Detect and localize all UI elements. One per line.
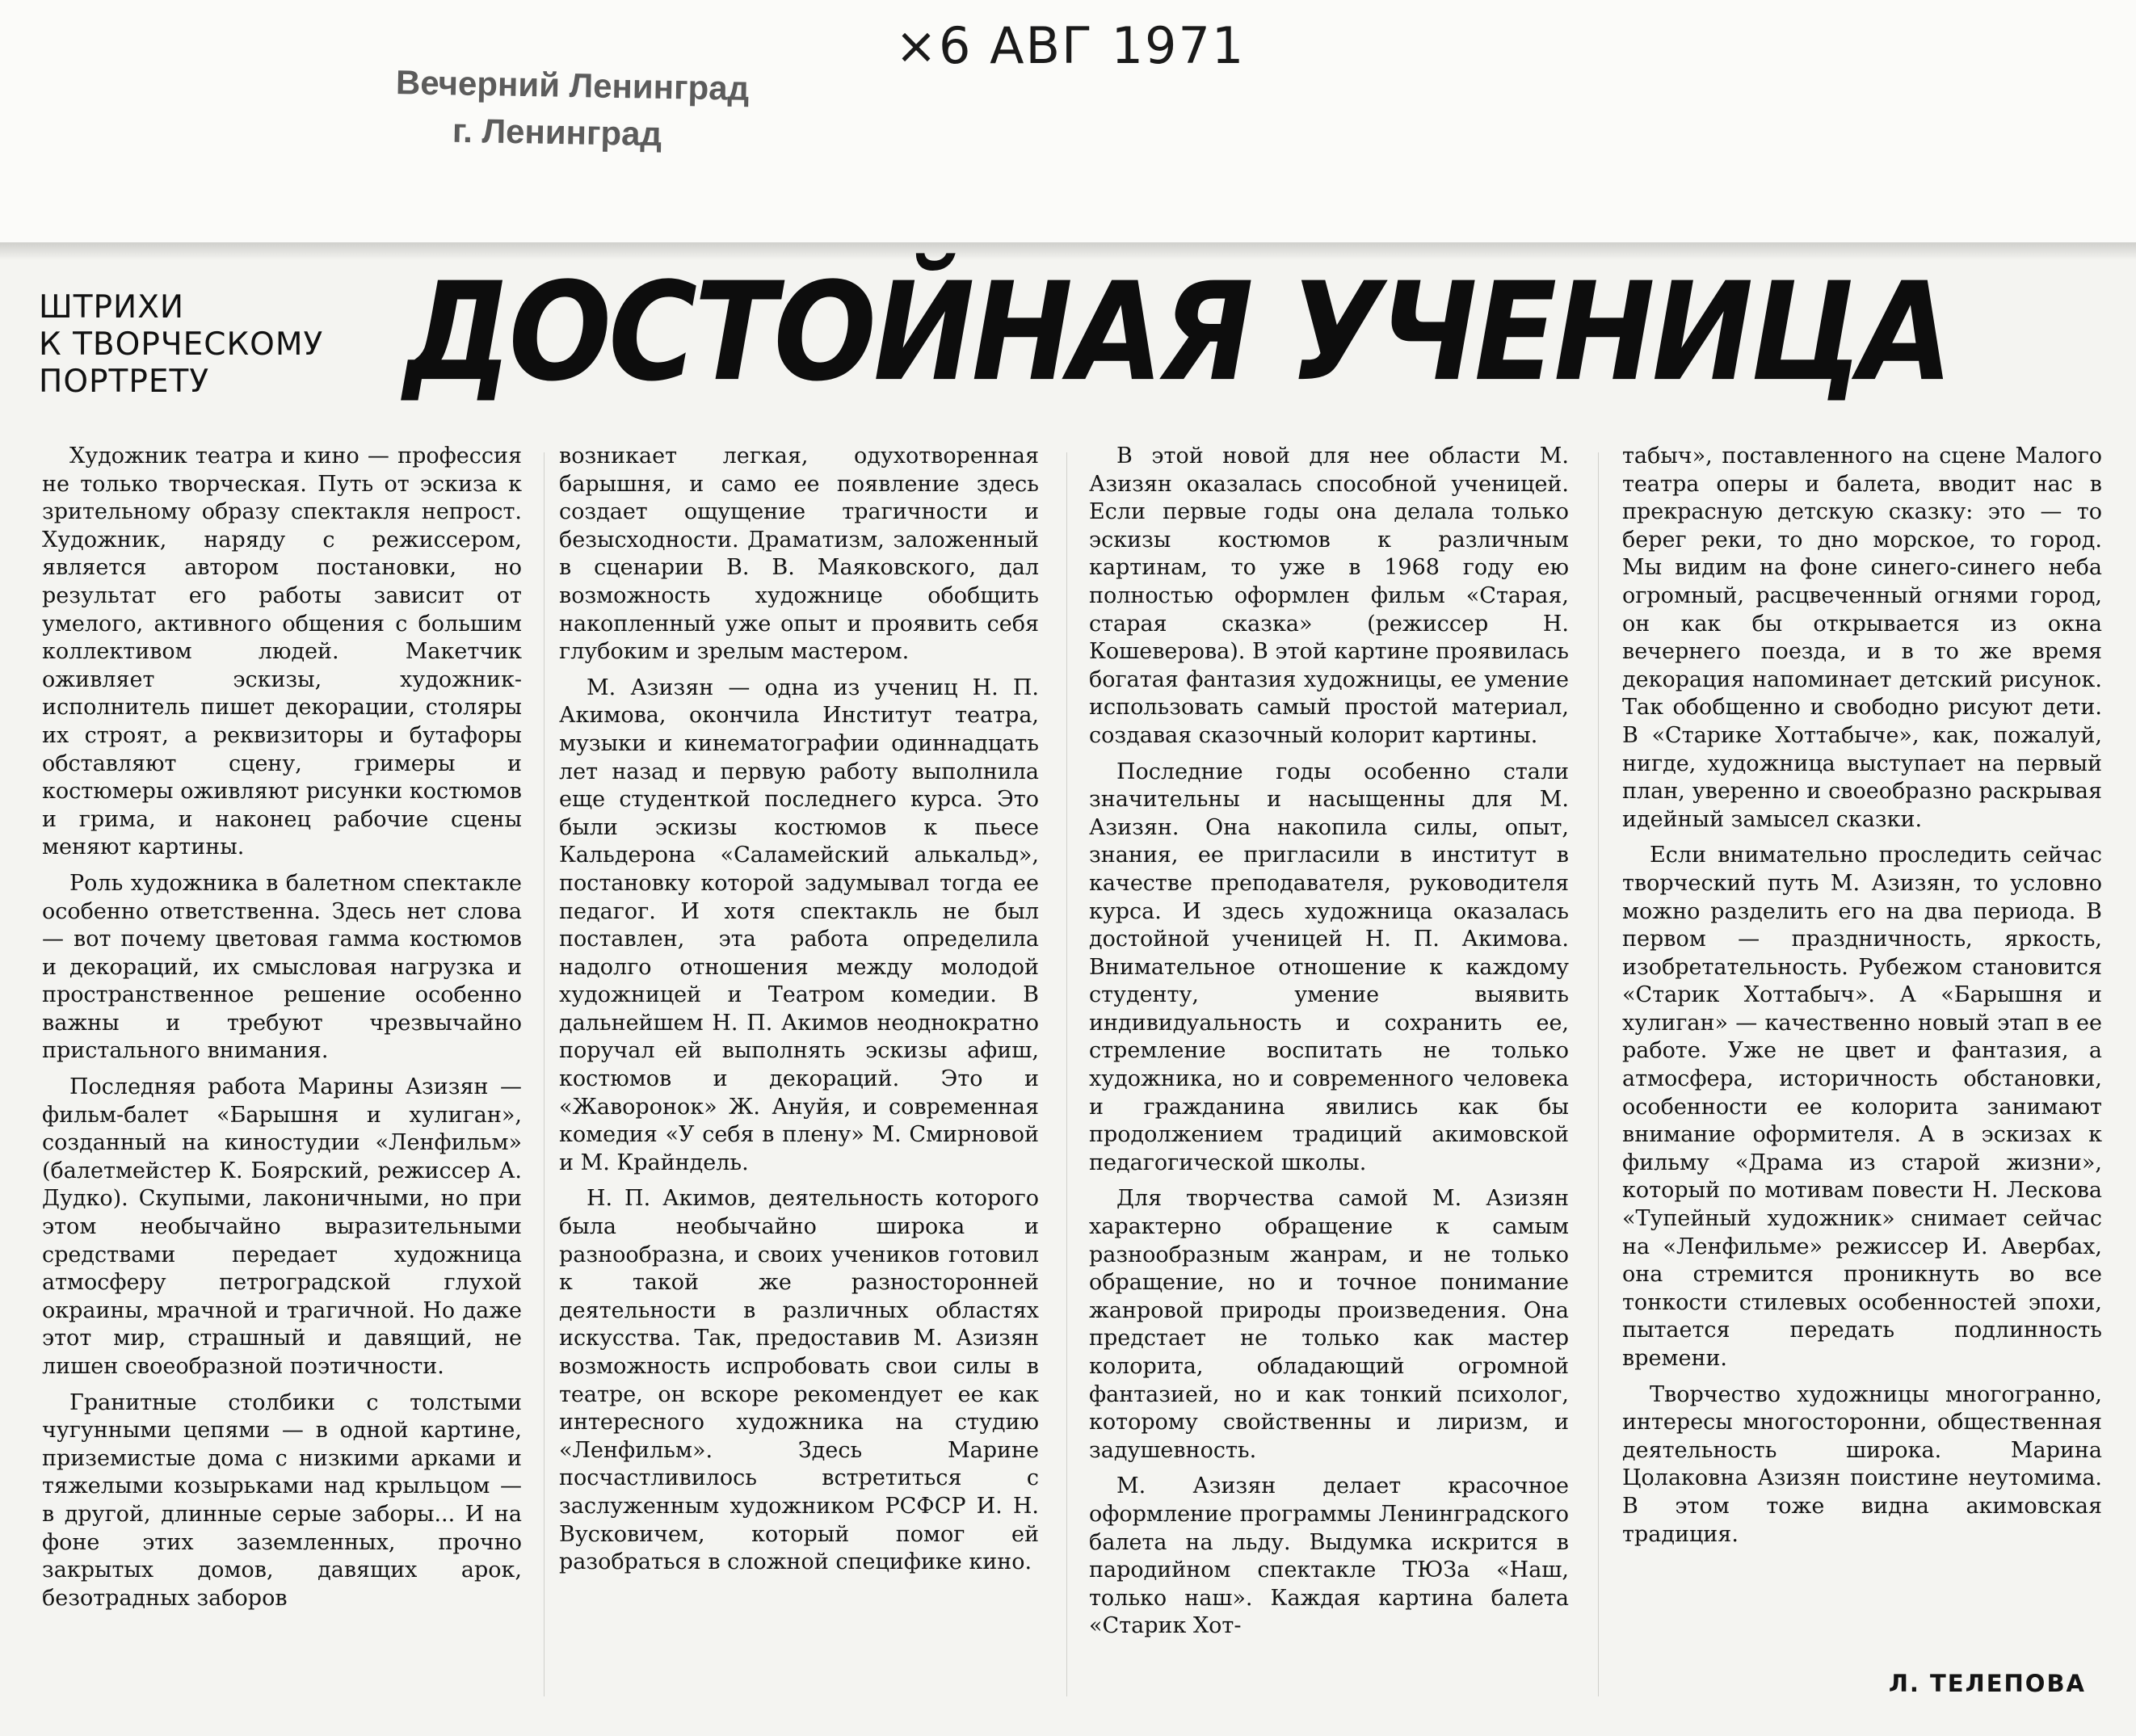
paragraph: Последняя работа Марины Азизян — фильм-балет «Барышня и хулиган», созданный на киностудии «Ленфильм» (балетмейстер К. Боярский, режиссер А. Дудко). Скупыми, лаконичными, но при этом необычайно выразительными средствами передает художница атмосферу петроградской глухой окраины, мрачной и трагичной. Но даже этот мир, страшный и давящий, не лишен своеобразной поэтичности. bbox=[42, 1074, 522, 1379]
paragraph: Н. П. Акимов, деятельность которого была необычайно широка и разнообразна, и своих учеников готовил к такой же разносторонней деятельности в различных областях искусства. Так, предоставив М. Азизян возможность испробовать свои силы в театре, он вскоре рекомендует ее как интересного художника на студию «Ленфильм». Здесь Марине посчастливилось встретиться с заслуженным художником РСФСР И. Н. Вусковичем, который помог ей разобраться в сложной специфике кино. bbox=[559, 1186, 1039, 1575]
article-column-2 bbox=[559, 443, 1039, 1703]
headline: ДОСТОЙНАЯ УЧЕНИЦА bbox=[404, 254, 1950, 412]
paragraph: Если внимательно проследить сейчас творческий путь М. Азизян, то условно можно разделить его на два периода. В первом — праздничность, яркость, изобретательность. Рубежом становится «Старик Хоттабыч». А «Барышня и хулиган» — качественно новый этап в ее работе. Уже не цвет и фантазия, а атмосфера, историчность обстановки, особенности ее колорита занимают внимание оформителя. А в эскизах к фильму «Драма из старой жизни», который по мотивам повести Н. Лескова «Тупейный художник» снимает сейчас на «Ленфильме» режиссер И. Авербах, она стремится проникнуть во все тонкости стилевых особенностей эпохи, пытается передать подлинность времени. bbox=[1622, 843, 2102, 1371]
author-byline: Л. ТЕЛЕПОВА bbox=[1888, 1670, 2086, 1698]
rubric-line: ПОРТРЕТУ bbox=[39, 364, 210, 400]
date-stamp: ×6 АВГ 1971 bbox=[895, 16, 1246, 75]
paragraph: Роль художника в балетном спектакле особенно ответственна. Здесь нет слова — вот почему цветовая гамма костюмов и декораций, их смысловая нагрузка и пространственное решение особенно важны и требуют чрезвычайно пристального внимания. bbox=[42, 870, 522, 1064]
paragraph: М. Азизян делает красочное оформление программы Ленинградского балета на льду. Выдумка искрится в пародийном спектакле ТЮЗа «Наш, только наш». Каждая картина балета «Старик Хот- bbox=[1089, 1473, 1569, 1639]
paragraph: М. Азизян — одна из учениц Н. П. Акимова, окончила Институт театра, музыки и кинематографии одиннадцать лет назад и первую работу выполнила еще студенткой последнего курса. Это были эскизы костюмов к пьесе Кальдерона «Саламейский алькальд», постановку которой задумывал тогда ее педагог. И хотя спектакль не был поставлен, эта работа определила надолго отношения между молодой художницей и Театром комедии. В дальнейшем Н. П. Акимов неоднократно поручал ей выполнять эскизы афиш, костюмов и декораций. Это и «Жаворонок» Ж. Ануйя, и современная комедия «У себя в плену» М. Смирновой и М. Крайндель. bbox=[559, 675, 1039, 1175]
newspaper-stamp: Вечерний Ленинград bbox=[395, 63, 750, 107]
rubric-line: ШТРИХИ bbox=[39, 289, 185, 326]
paragraph: возникает легкая, одухотворенная барышня, и само ее появление здесь создает ощущение трагичности и безысходности. Драматизм, заложенный в сценарии В. В. Маяковского, дал возможность художнице обобщить накопленный уже опыт и проявить себя глубоким и зрелым мастером. bbox=[559, 443, 1039, 665]
paragraph: табыч», поставленного на сцене Малого театра оперы и балета, вводит нас в прекрасную детскую сказку: это — то берег реки, то дно морское, то город. Мы видим на фоне синего-синего неба огромный, расцвеченный огнями город, он как бы открывается из окна вечернего поезда, и в то же время декорация напоминает детский рисунок. Так обобщенно и свободно рисуют дети. В «Старике Хоттабыче», как, пожалуй, нигде, художница выступает на первый план, уверенно и своеобразно раскрывая идейный замысел сказки. bbox=[1622, 443, 2102, 832]
city-stamp: г. Ленинград bbox=[452, 111, 662, 153]
article-column-1 bbox=[42, 443, 522, 1703]
article-column-4 bbox=[1622, 443, 2102, 1703]
rubric bbox=[39, 289, 378, 401]
rubric-line: К ТВОРЧЕСКОМУ bbox=[39, 326, 324, 363]
paragraph: Художник театра и кино — профессия не только творческая. Путь от эскиза к зрительному образу спектакля непрост. Художник, наряду с режиссером, является автором постановки, но результат его работы зависит от умелого, активного общения с большим коллективом людей. Макетчик оживляет эскизы, художник-исполнитель пишет декорации, столяры их строят, а реквизиторы и бутафоры обставляют сцену, гримеры и костюмеры оживляют рисунки костюмов и грима, и наконец рабочие сцены меняют картины. bbox=[42, 443, 522, 860]
paragraph: Гранитные столбики с толстыми чугунными цепями — в одной картине, приземистые дома с низкими арками и тяжелыми козырьками над крыльцом — в другой, длинные серые заборы... И на фоне этих заземленных, прочно закрытых домов, давящих арок, безотрадных заборов bbox=[42, 1389, 522, 1611]
paragraph: В этой новой для нее области М. Азизян оказалась способной ученицей. Если первые годы она делала только эскизы костюмов к различным картинам, то уже в 1968 году ею полностью оформлен фильм «Старая, старая сказка» (режиссер Н. Кошеверова). В этой картине проявилась богатая фантазия художницы, ее умение использовать самый простой материал, создавая сказочный колорит картины. bbox=[1089, 443, 1569, 748]
paragraph: Последние годы особенно стали значительны и насыщенны для М. Азизян. Она накопила силы, опыт, знания, ее пригласили в институт в качестве преподавателя, руководителя курса. И здесь художница оказалась достойной ученицей Н. П. Акимова. Внимательное отношение к каждому студенту, умение выявить индивидуальность и сохранить ее, стремление воспитать не только художника, но и современного человека и гражданина явились как бы продолжением традиций акимовской педагогической школы. bbox=[1089, 759, 1569, 1175]
paragraph: Творчество художницы многогранно, интересы многосторонни, общественная деятельность широка. Марина Цолаковна Азизян поистине неутомима. В этом тоже видна акимовская традиция. bbox=[1622, 1381, 2102, 1547]
paragraph: Для творчества самой М. Азизян характерно обращение к самым разнообразным жанрам, и не только обращение, но и точное понимание жанровой природы произведения. Она предстает не только как мастер колорита, обладающий огромной фантазией, но и как тонкий психолог, которому свойственны и лиризм, и задушевность. bbox=[1089, 1186, 1569, 1463]
article-column-3 bbox=[1089, 443, 1569, 1703]
article-body bbox=[42, 443, 2110, 1703]
